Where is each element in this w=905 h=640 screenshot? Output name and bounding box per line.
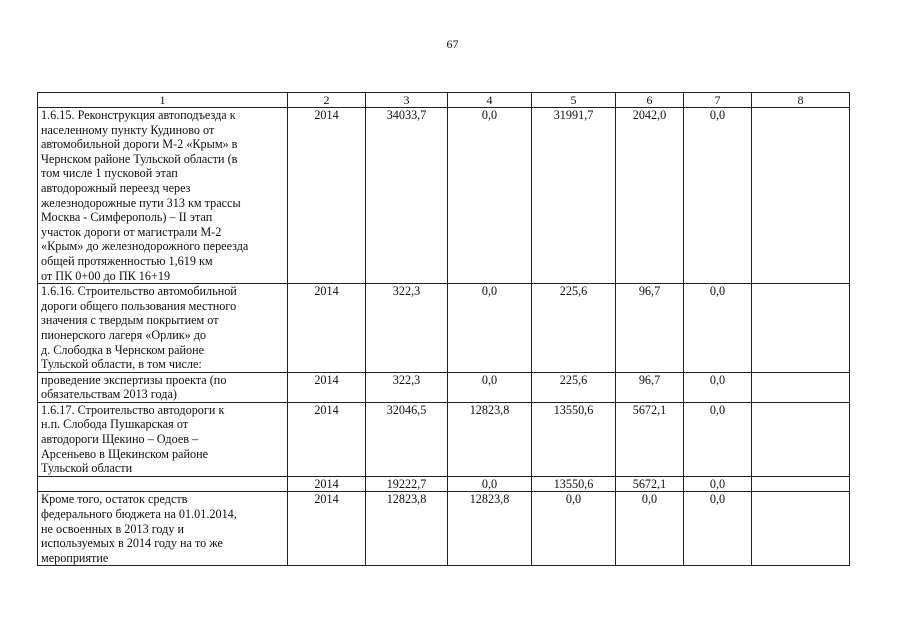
regional-budget-cell: 31991,7 xyxy=(532,108,616,284)
note-cell xyxy=(752,476,850,492)
table-row xyxy=(38,476,850,492)
description-line: дороги общего пользования местного xyxy=(41,298,237,313)
note-cell xyxy=(752,372,850,402)
description-line: 1.6.16. Строительство автомобильной xyxy=(41,284,237,299)
description-line: Тульской области xyxy=(41,461,133,476)
federal-budget-cell: 12823,8 xyxy=(448,402,532,476)
federal-budget-cell: 0,0 xyxy=(448,372,532,402)
column-header: 1 xyxy=(38,93,288,108)
federal-budget-cell: 12823,8 xyxy=(448,492,532,566)
table-row xyxy=(38,372,850,402)
year-cell: 2014 xyxy=(288,372,366,402)
federal-budget-cell: 0,0 xyxy=(448,284,532,373)
description-line: автодорожный переезд через xyxy=(41,180,191,195)
table-row xyxy=(38,402,850,476)
total-cell: 34033,7 xyxy=(366,108,448,284)
note-cell xyxy=(752,492,850,566)
column-header: 6 xyxy=(616,93,684,108)
regional-budget-cell: 13550,6 xyxy=(532,476,616,492)
description-line: Москва - Симферополь) – II этап xyxy=(41,210,213,225)
description-line: не освоенных в 2013 году и xyxy=(41,521,185,536)
header-row xyxy=(38,93,850,108)
description-line: том числе 1 пусковой этап xyxy=(41,166,178,181)
description-line: значения с твердым покрытием от xyxy=(41,313,219,328)
column-header: 4 xyxy=(448,93,532,108)
local-budget-cell: 96,7 xyxy=(616,372,684,402)
row-description xyxy=(38,492,288,566)
total-cell: 322,3 xyxy=(366,284,448,373)
description-line: федерального бюджета на 01.01.2014, xyxy=(41,507,237,522)
description-line: 1.6.15. Реконструкция автоподъезда к xyxy=(41,108,236,122)
federal-budget-cell: 0,0 xyxy=(448,108,532,284)
description-line: используемых в 2014 году на то же xyxy=(41,536,223,551)
row-description xyxy=(38,402,288,476)
other-sources-cell: 0,0 xyxy=(684,372,752,402)
column-header: 8 xyxy=(752,93,850,108)
regional-budget-cell: 13550,6 xyxy=(532,402,616,476)
column-header: 7 xyxy=(684,93,752,108)
total-cell: 19222,7 xyxy=(366,476,448,492)
other-sources-cell: 0,0 xyxy=(684,108,752,284)
description-line: Чернском районе Тульской области (в xyxy=(41,151,238,166)
description-line: проведение экспертизы проекта (по xyxy=(41,372,227,387)
regional-budget-cell: 225,6 xyxy=(532,284,616,373)
total-cell: 32046,5 xyxy=(366,402,448,476)
description-line: 1.6.17. Строительство автодороги к xyxy=(41,402,225,417)
year-cell: 2014 xyxy=(288,108,366,284)
table-row xyxy=(38,284,850,373)
table-row xyxy=(38,108,850,284)
row-description xyxy=(38,284,288,373)
description-line: населенному пункту Кудиново от xyxy=(41,122,215,137)
regional-budget-cell: 225,6 xyxy=(532,372,616,402)
description-line: Арсеньево в Щекинском районе xyxy=(41,446,209,461)
other-sources-cell: 0,0 xyxy=(684,284,752,373)
note-cell xyxy=(752,402,850,476)
federal-budget-cell: 0,0 xyxy=(448,476,532,492)
description-line: н.п. Слобода Пушкарская от xyxy=(41,417,189,432)
description-line: общей протяженностью 1,619 км xyxy=(41,253,213,268)
other-sources-cell: 0,0 xyxy=(684,476,752,492)
total-cell: 12823,8 xyxy=(366,492,448,566)
local-budget-cell: 0,0 xyxy=(616,492,684,566)
local-budget-cell: 2042,0 xyxy=(616,108,684,284)
description-line: Кроме того, остаток средств xyxy=(41,492,188,507)
description-line: д. Слободка в Чернском районе xyxy=(41,342,205,357)
regional-budget-cell: 0,0 xyxy=(532,492,616,566)
row-description xyxy=(38,476,288,492)
local-budget-cell: 5672,1 xyxy=(616,476,684,492)
table-row xyxy=(38,492,850,566)
description-line: автомобильной дороги М-2 «Крым» в xyxy=(41,137,238,152)
note-cell xyxy=(752,108,850,284)
table-body xyxy=(38,108,850,566)
year-cell: 2014 xyxy=(288,476,366,492)
other-sources-cell: 0,0 xyxy=(684,402,752,476)
column-header: 3 xyxy=(366,93,448,108)
note-cell xyxy=(752,284,850,373)
other-sources-cell: 0,0 xyxy=(684,492,752,566)
year-cell: 2014 xyxy=(288,284,366,373)
description-line: «Крым» до железнодорожного переезда xyxy=(41,239,249,254)
description-line: обязательствам 2013 года) xyxy=(41,387,177,402)
page-number: 67 xyxy=(446,37,459,51)
description-line: автодороги Щекино – Одоев – xyxy=(41,432,199,447)
total-cell: 322,3 xyxy=(366,372,448,402)
description-line: мероприятие xyxy=(41,550,109,565)
column-header: 2 xyxy=(288,93,366,108)
column-header: 5 xyxy=(532,93,616,108)
local-budget-cell: 96,7 xyxy=(616,284,684,373)
row-description xyxy=(38,372,288,402)
description-line: Тульской области, в том числе: xyxy=(41,357,202,372)
year-cell: 2014 xyxy=(288,402,366,476)
description-line: пионерского лагеря «Орлик» до xyxy=(41,327,207,342)
local-budget-cell: 5672,1 xyxy=(616,402,684,476)
budget-table xyxy=(37,92,850,566)
description-line: железнодорожные пути 313 км трассы xyxy=(41,195,241,210)
year-cell: 2014 xyxy=(288,492,366,566)
row-description xyxy=(38,108,288,284)
description-line: участок дороги от магистрали М-2 xyxy=(41,224,222,239)
description-line: от ПК 0+00 до ПК 16+19 xyxy=(41,268,171,283)
